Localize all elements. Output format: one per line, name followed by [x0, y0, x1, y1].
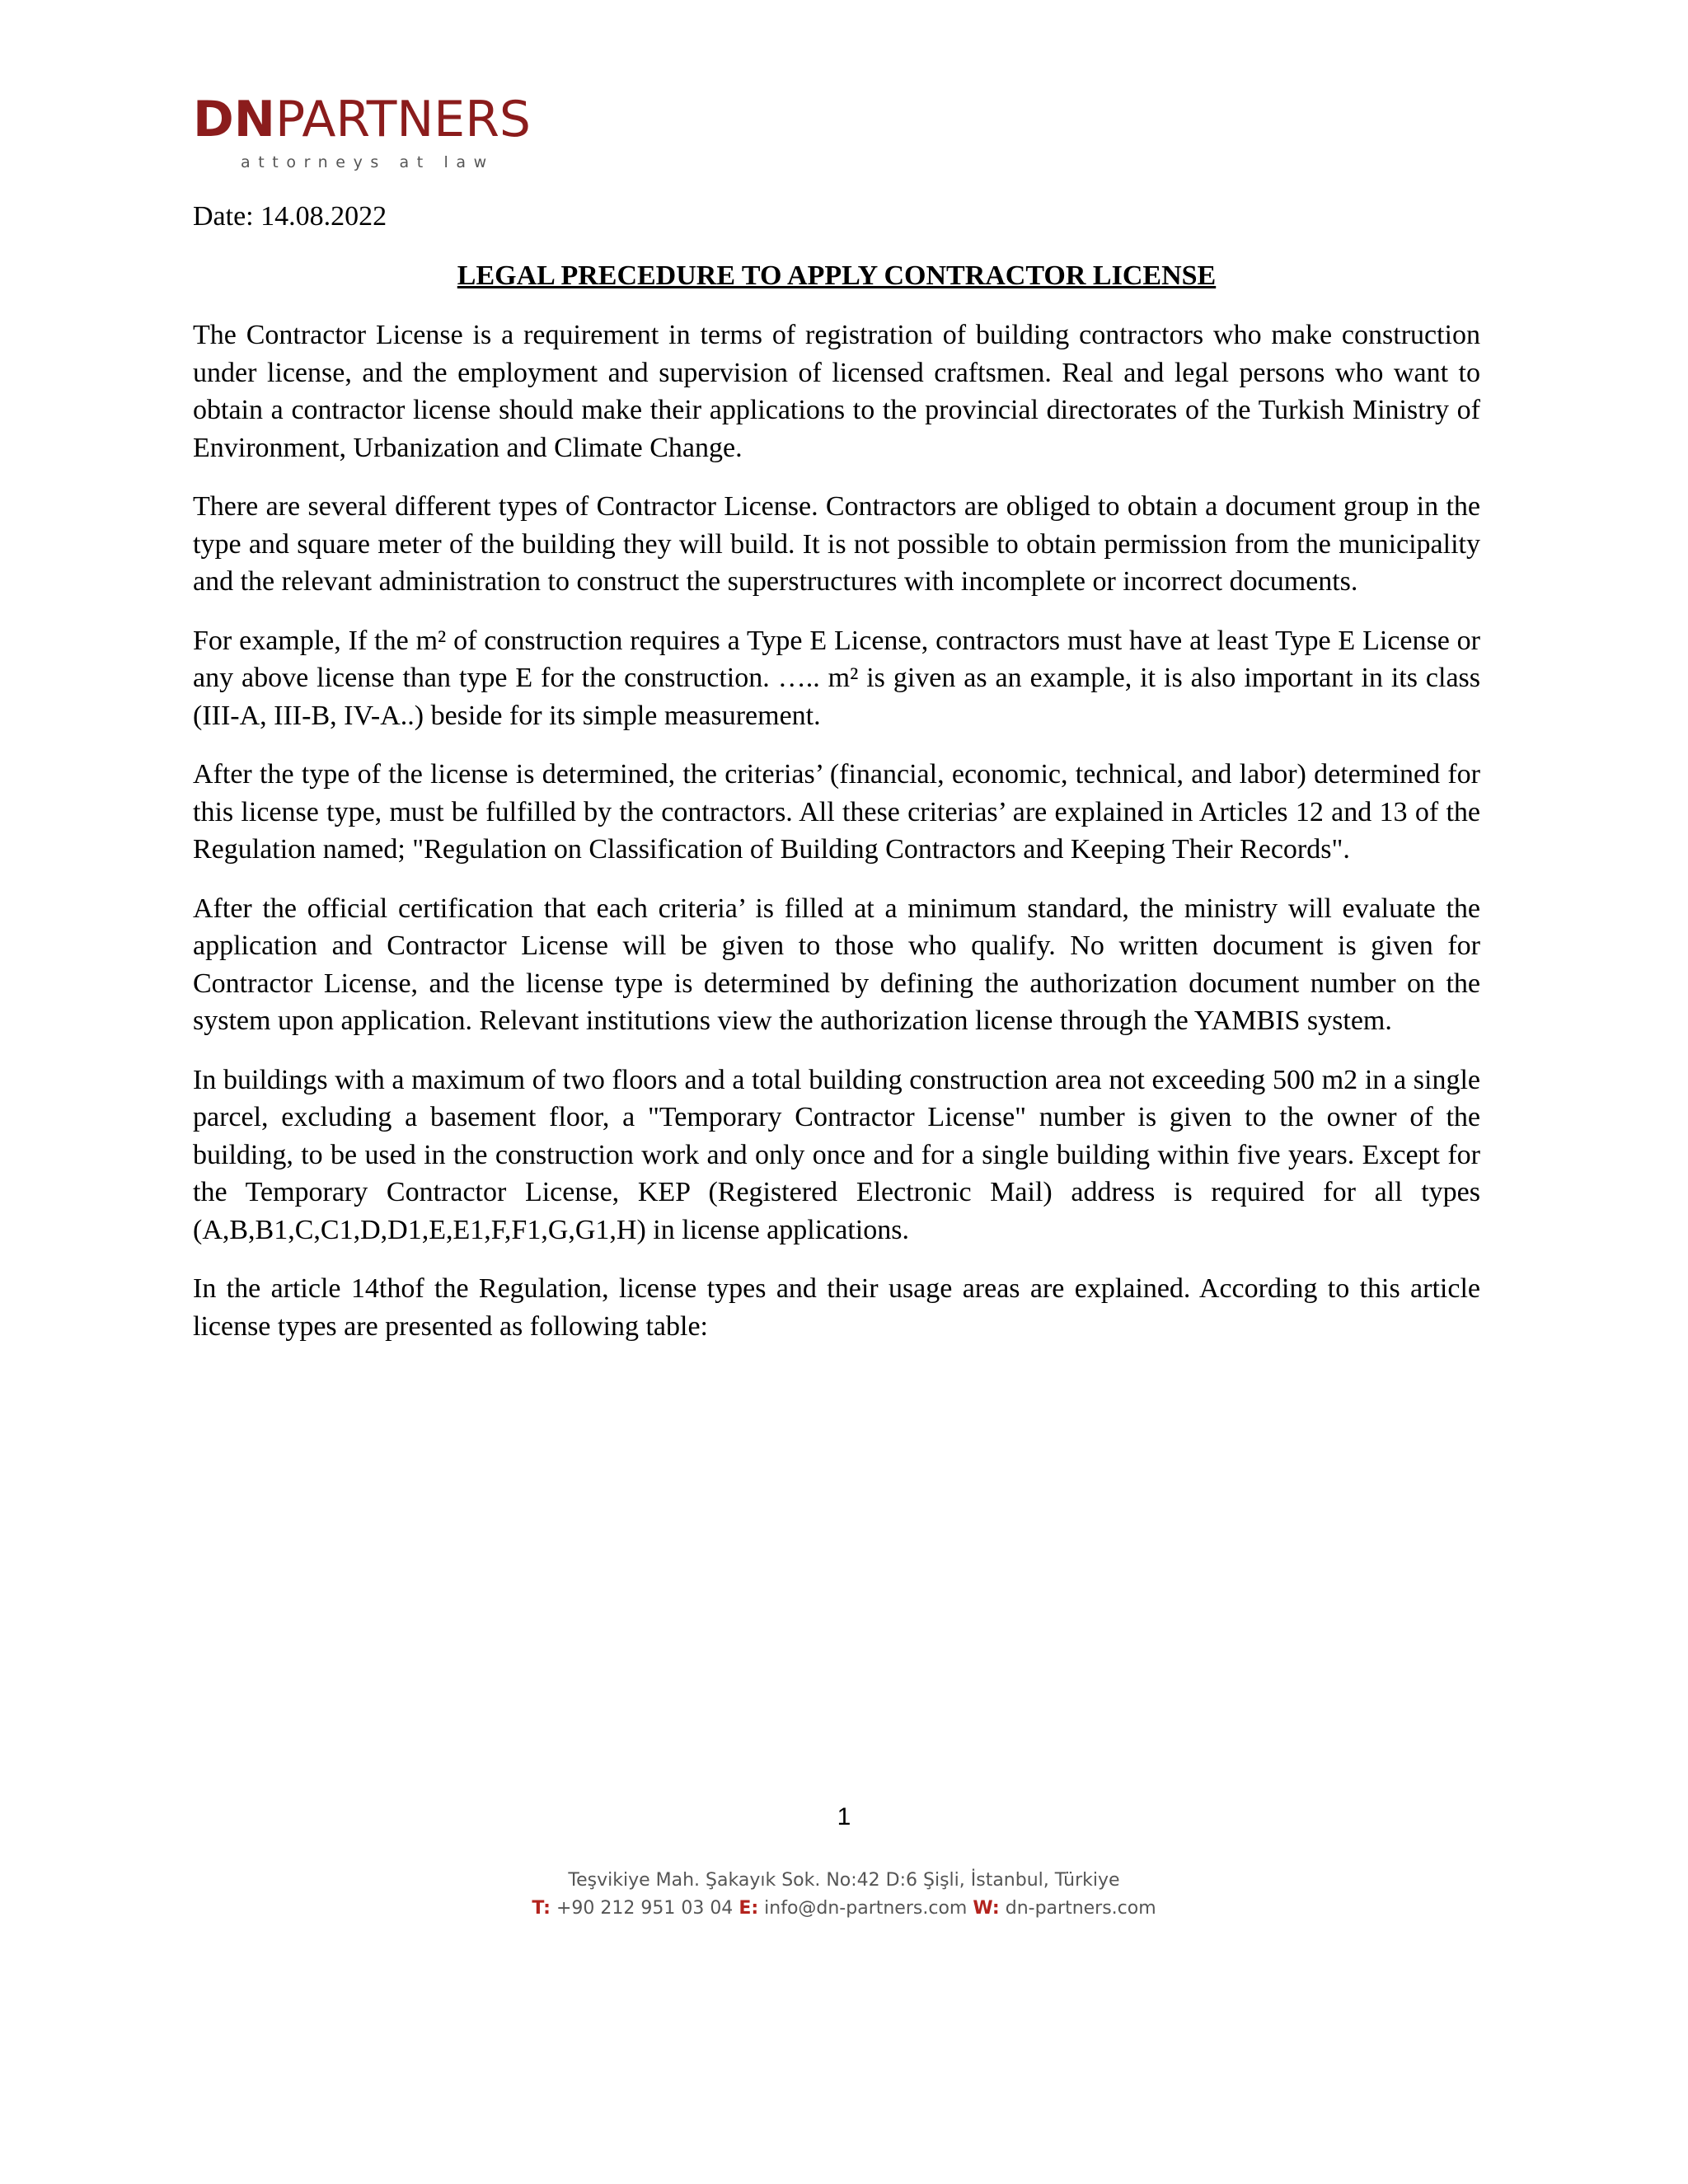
logo-wordmark	[193, 91, 531, 148]
document-date: Date: 14.08.2022	[193, 201, 387, 232]
page-number: 1	[837, 1803, 851, 1830]
footer-web: dn-partners.com	[1005, 1898, 1156, 1919]
document-body	[193, 316, 1480, 1366]
paragraph: There are several different types of Contractor License. Contractors are obliged to obtain a document group in the type and square meter of the building they will build. It is not possible to obtain permission from the municipality and the relevant administration to construct the superstructures with incomplete or incorrect documents.	[193, 491, 1480, 597]
paragraph: After the type of the license is determined, the criterias’ (financial, economic, technical, and labor) determined for this license type, must be fulfilled by the contractors. All these criterias’ are explained in Articles 12 and 13 of the Regulation named; "Regulation on Classification of Building Contractors and Keeping Their Records".	[193, 759, 1480, 865]
paragraph: In the article 14thof the Regulation, license types and their usage areas are explained. According to this article license types are presented as following table:	[193, 1273, 1480, 1342]
footer-web-label: W:	[973, 1898, 1000, 1919]
paragraph: After the official certification that each criteria’ is filled at a minimum standard, the ministry will evaluate the application and Contractor License will be given to those who qualify. No written document is given for Contractor License, and the license type is determined by defining the authorization document number on the system upon application. Relevant institutions view the authorization license through the YAMBIS system.	[193, 893, 1480, 1036]
footer-contacts	[0, 1895, 1688, 1923]
paragraph: The Contractor License is a requirement in terms of registration of building contractors who make construction under license, and the employment and supervision of licensed craftsmen. Real and legal persons who want to obtain a contractor license should make their applications to the provincial directorates of the Turkish Ministry of Environment, Urbanization and Climate Change.	[193, 320, 1480, 463]
logo-brand-rest: PARTNERS	[275, 91, 531, 148]
page-footer	[0, 1867, 1688, 1923]
logo-tagline: attorneys at law	[241, 153, 495, 171]
footer-address: Teşvikiye Mah. Şakayık Sok. No:42 D:6 Şişli, İstanbul, Türkiye	[568, 1870, 1120, 1891]
footer-phone-label: T:	[532, 1898, 551, 1919]
footer-email: info@dn-partners.com	[764, 1898, 968, 1919]
paragraph: For example, If the m² of construction requires a Type E License, contractors must have at least Type E License or any above license than type E for the construction. ….. m² is given as an example, it is also important in its class (III-A, III-B, IV-A..) beside for its simple measurement.	[193, 625, 1480, 731]
company-logo	[193, 91, 531, 181]
footer-phone: +90 212 951 03 04	[556, 1898, 734, 1919]
footer-email-label: E:	[738, 1898, 759, 1919]
document-title: LEGAL PRECEDURE TO APPLY CONTRACTOR LICENSE	[457, 260, 1217, 291]
logo-brand-bold: DN	[193, 91, 276, 148]
paragraph: In buildings with a maximum of two floors and a total building construction area not exceeding 500 m2 in a single parcel, excluding a basement floor, a "Temporary Contractor License" number is given to the owner of the building, to be used in the construction work and only once and for a single building within five years. Except for the Temporary Contractor License, KEP (Registered Electronic Mail) address is required for all types (A,B,B1,C,C1,D,D1,E,E1,F,F1,G,G1,H) in license applications.	[193, 1064, 1480, 1245]
